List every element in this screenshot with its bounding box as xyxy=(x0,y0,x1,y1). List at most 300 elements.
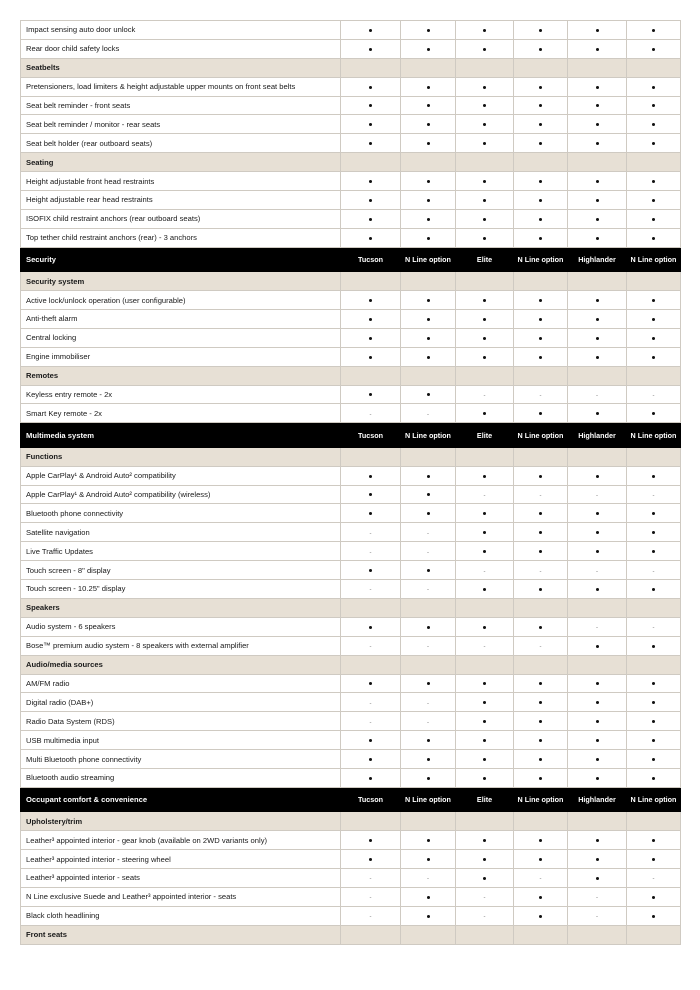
standard-dot-icon xyxy=(483,412,486,415)
empty-cell xyxy=(401,58,456,77)
section-header-row xyxy=(21,787,681,812)
standard-cell xyxy=(456,191,514,210)
standard-cell xyxy=(627,291,681,310)
standard-dot-icon xyxy=(427,318,430,321)
not-available-cell xyxy=(456,636,514,655)
standard-cell xyxy=(456,504,514,523)
standard-cell xyxy=(401,750,456,769)
not-available-cell xyxy=(568,906,627,925)
variant-header: Highlander xyxy=(568,787,627,812)
empty-cell xyxy=(456,447,514,466)
standard-dot-icon xyxy=(483,739,486,742)
standard-dot-icon xyxy=(596,299,599,302)
empty-cell xyxy=(456,925,514,944)
variant-header: Tucson xyxy=(341,247,401,272)
standard-dot-icon xyxy=(427,104,430,107)
standard-cell xyxy=(627,347,681,366)
standard-cell xyxy=(627,504,681,523)
standard-dot-icon xyxy=(369,682,372,685)
standard-dot-icon xyxy=(369,123,372,126)
section-title: Occupant comfort & convenience xyxy=(21,787,341,812)
feature-label: Apple CarPlay¹ & Android Auto² compatibility xyxy=(21,466,341,485)
standard-dot-icon xyxy=(539,720,542,723)
not-available-dash: - xyxy=(369,895,372,902)
standard-cell xyxy=(568,674,627,693)
empty-cell xyxy=(568,812,627,831)
feature-label: AM/FM radio xyxy=(21,674,341,693)
standard-cell xyxy=(401,115,456,134)
standard-dot-icon xyxy=(652,550,655,553)
empty-cell xyxy=(514,153,568,172)
not-available-dash: - xyxy=(483,392,486,399)
not-available-dash: - xyxy=(652,876,655,883)
standard-dot-icon xyxy=(539,758,542,761)
not-available-dash: - xyxy=(427,549,429,556)
standard-dot-icon xyxy=(427,493,430,496)
feature-label: Radio Data System (RDS) xyxy=(21,712,341,731)
feature-label: Seat belt reminder / monitor - rear seats xyxy=(21,115,341,134)
standard-dot-icon xyxy=(369,626,372,629)
section-title: Multimedia system xyxy=(21,423,341,448)
standard-dot-icon xyxy=(539,237,542,240)
standard-cell xyxy=(456,228,514,247)
standard-cell xyxy=(456,309,514,328)
standard-dot-icon xyxy=(483,356,486,359)
not-available-dash: - xyxy=(596,895,598,902)
standard-cell xyxy=(514,172,568,191)
standard-dot-icon xyxy=(539,701,542,704)
variant-header: N Line option xyxy=(401,423,456,448)
standard-cell xyxy=(456,693,514,712)
standard-dot-icon xyxy=(539,896,542,899)
feature-label: N Line exclusive Suede and Leather³ appointed interior - seats xyxy=(21,887,341,906)
feature-label: Satellite navigation xyxy=(21,523,341,542)
subsection-title: Seatbelts xyxy=(21,58,341,77)
standard-cell xyxy=(456,134,514,153)
subsection-title: Security system xyxy=(21,272,341,291)
standard-cell xyxy=(568,77,627,96)
not-available-dash: - xyxy=(539,392,542,399)
not-available-cell xyxy=(401,404,456,423)
standard-dot-icon xyxy=(539,588,542,591)
standard-cell xyxy=(514,693,568,712)
standard-dot-icon xyxy=(652,588,655,591)
standard-dot-icon xyxy=(539,412,542,415)
standard-cell xyxy=(341,291,401,310)
standard-dot-icon xyxy=(427,48,430,51)
standard-cell xyxy=(401,309,456,328)
standard-cell xyxy=(568,115,627,134)
empty-cell xyxy=(568,153,627,172)
standard-dot-icon xyxy=(596,858,599,861)
standard-cell xyxy=(568,134,627,153)
standard-dot-icon xyxy=(652,915,655,918)
not-available-dash: - xyxy=(369,530,372,537)
standard-cell xyxy=(627,21,681,40)
standard-cell xyxy=(514,347,568,366)
feature-label: Seat belt holder (rear outboard seats) xyxy=(21,134,341,153)
variant-header: N Line option xyxy=(514,247,568,272)
standard-cell xyxy=(568,39,627,58)
standard-dot-icon xyxy=(539,512,542,515)
not-available-cell xyxy=(341,542,401,561)
empty-cell xyxy=(401,925,456,944)
standard-cell xyxy=(514,712,568,731)
not-available-dash: - xyxy=(596,914,598,921)
feature-row xyxy=(21,96,681,115)
standard-cell xyxy=(341,77,401,96)
standard-cell xyxy=(341,504,401,523)
standard-cell xyxy=(401,887,456,906)
standard-cell xyxy=(568,523,627,542)
empty-cell xyxy=(627,812,681,831)
standard-cell xyxy=(456,115,514,134)
standard-cell xyxy=(456,328,514,347)
not-available-dash: - xyxy=(427,587,429,594)
standard-cell xyxy=(456,831,514,850)
standard-cell xyxy=(456,347,514,366)
standard-dot-icon xyxy=(596,123,599,126)
standard-cell xyxy=(401,906,456,925)
standard-dot-icon xyxy=(652,104,655,107)
not-available-cell xyxy=(514,485,568,504)
not-available-cell xyxy=(456,906,514,925)
empty-cell xyxy=(568,58,627,77)
standard-cell xyxy=(514,906,568,925)
standard-cell xyxy=(401,347,456,366)
standard-cell xyxy=(401,191,456,210)
not-available-dash: - xyxy=(369,876,372,883)
not-available-cell xyxy=(456,385,514,404)
not-available-cell xyxy=(401,523,456,542)
feature-label: Leather³ appointed interior - steering wheel xyxy=(21,850,341,869)
standard-dot-icon xyxy=(427,237,430,240)
standard-cell xyxy=(627,831,681,850)
feature-row xyxy=(21,309,681,328)
empty-cell xyxy=(401,447,456,466)
empty-cell xyxy=(401,598,456,617)
not-available-cell xyxy=(341,693,401,712)
empty-cell xyxy=(627,366,681,385)
not-available-cell xyxy=(627,385,681,404)
standard-dot-icon xyxy=(369,739,372,742)
standard-dot-icon xyxy=(596,720,599,723)
standard-cell xyxy=(514,404,568,423)
standard-cell xyxy=(456,77,514,96)
standard-dot-icon xyxy=(596,777,599,780)
standard-dot-icon xyxy=(427,393,430,396)
standard-dot-icon xyxy=(483,839,486,842)
not-available-dash: - xyxy=(427,411,429,418)
standard-cell xyxy=(568,96,627,115)
standard-dot-icon xyxy=(483,199,486,202)
standard-dot-icon xyxy=(652,318,655,321)
empty-cell xyxy=(568,366,627,385)
standard-cell xyxy=(514,39,568,58)
feature-row xyxy=(21,228,681,247)
standard-dot-icon xyxy=(369,356,372,359)
not-available-cell xyxy=(627,561,681,580)
standard-dot-icon xyxy=(596,839,599,842)
standard-cell xyxy=(514,328,568,347)
standard-dot-icon xyxy=(596,682,599,685)
standard-cell xyxy=(341,831,401,850)
standard-cell xyxy=(627,466,681,485)
empty-cell xyxy=(401,153,456,172)
feature-row xyxy=(21,485,681,504)
standard-dot-icon xyxy=(596,142,599,145)
standard-cell xyxy=(514,731,568,750)
not-available-dash: - xyxy=(483,644,486,651)
standard-cell xyxy=(456,580,514,599)
spec-table xyxy=(20,20,681,945)
standard-dot-icon xyxy=(369,318,372,321)
not-available-cell xyxy=(401,636,456,655)
standard-dot-icon xyxy=(427,858,430,861)
standard-dot-icon xyxy=(539,915,542,918)
subsection-title: Remotes xyxy=(21,366,341,385)
feature-row xyxy=(21,39,681,58)
standard-cell xyxy=(401,134,456,153)
subsection-row xyxy=(21,812,681,831)
standard-cell xyxy=(401,291,456,310)
standard-dot-icon xyxy=(596,531,599,534)
empty-cell xyxy=(341,812,401,831)
standard-dot-icon xyxy=(652,123,655,126)
empty-cell xyxy=(341,598,401,617)
feature-row xyxy=(21,291,681,310)
variant-header: N Line option xyxy=(514,787,568,812)
standard-dot-icon xyxy=(596,758,599,761)
feature-row xyxy=(21,209,681,228)
standard-dot-icon xyxy=(427,337,430,340)
feature-label: Leather³ appointed interior - gear knob (available on 2WD variants only) xyxy=(21,831,341,850)
standard-dot-icon xyxy=(483,475,486,478)
standard-cell xyxy=(514,77,568,96)
standard-cell xyxy=(401,228,456,247)
variant-header: Tucson xyxy=(341,787,401,812)
standard-cell xyxy=(456,39,514,58)
standard-dot-icon xyxy=(483,180,486,183)
standard-cell xyxy=(401,328,456,347)
standard-cell xyxy=(627,134,681,153)
standard-cell xyxy=(341,561,401,580)
subsection-row xyxy=(21,655,681,674)
standard-cell xyxy=(456,674,514,693)
feature-row xyxy=(21,561,681,580)
feature-label: Top tether child restraint anchors (rear) - 3 anchors xyxy=(21,228,341,247)
standard-dot-icon xyxy=(369,512,372,515)
standard-cell xyxy=(401,466,456,485)
standard-cell xyxy=(514,768,568,787)
standard-cell xyxy=(627,172,681,191)
standard-cell xyxy=(627,636,681,655)
feature-row xyxy=(21,674,681,693)
standard-dot-icon xyxy=(369,29,372,32)
not-available-cell xyxy=(514,869,568,888)
standard-cell xyxy=(514,209,568,228)
standard-cell xyxy=(401,96,456,115)
standard-dot-icon xyxy=(539,337,542,340)
standard-dot-icon xyxy=(369,299,372,302)
standard-dot-icon xyxy=(596,180,599,183)
standard-cell xyxy=(627,328,681,347)
subsection-title: Audio/media sources xyxy=(21,655,341,674)
standard-cell xyxy=(401,209,456,228)
standard-dot-icon xyxy=(369,86,372,89)
feature-row xyxy=(21,504,681,523)
standard-dot-icon xyxy=(596,86,599,89)
standard-dot-icon xyxy=(483,720,486,723)
standard-dot-icon xyxy=(539,86,542,89)
standard-dot-icon xyxy=(369,569,372,572)
standard-dot-icon xyxy=(369,199,372,202)
standard-dot-icon xyxy=(427,356,430,359)
not-available-cell xyxy=(456,561,514,580)
standard-dot-icon xyxy=(483,701,486,704)
feature-label: Height adjustable rear head restraints xyxy=(21,191,341,210)
standard-cell xyxy=(401,674,456,693)
standard-dot-icon xyxy=(483,48,486,51)
standard-dot-icon xyxy=(539,682,542,685)
standard-dot-icon xyxy=(652,475,655,478)
standard-dot-icon xyxy=(539,218,542,221)
standard-cell xyxy=(401,617,456,636)
empty-cell xyxy=(568,925,627,944)
standard-cell xyxy=(401,831,456,850)
standard-dot-icon xyxy=(652,645,655,648)
standard-cell xyxy=(568,504,627,523)
not-available-dash: - xyxy=(427,719,429,726)
empty-cell xyxy=(456,272,514,291)
feature-label: Pretensioners, load limiters & height adjustable upper mounts on front seat belts xyxy=(21,77,341,96)
standard-dot-icon xyxy=(652,180,655,183)
standard-cell xyxy=(568,291,627,310)
standard-cell xyxy=(456,869,514,888)
standard-cell xyxy=(514,887,568,906)
standard-cell xyxy=(456,542,514,561)
standard-cell xyxy=(456,21,514,40)
standard-dot-icon xyxy=(652,896,655,899)
standard-cell xyxy=(341,209,401,228)
feature-label: Digital radio (DAB+) xyxy=(21,693,341,712)
standard-cell xyxy=(456,96,514,115)
standard-cell xyxy=(514,309,568,328)
standard-dot-icon xyxy=(652,682,655,685)
standard-dot-icon xyxy=(596,218,599,221)
standard-dot-icon xyxy=(652,218,655,221)
standard-cell xyxy=(568,466,627,485)
feature-row xyxy=(21,617,681,636)
standard-cell xyxy=(568,21,627,40)
feature-row xyxy=(21,580,681,599)
standard-cell xyxy=(627,404,681,423)
standard-dot-icon xyxy=(369,104,372,107)
standard-dot-icon xyxy=(369,48,372,51)
standard-cell xyxy=(341,485,401,504)
feature-row xyxy=(21,750,681,769)
empty-cell xyxy=(401,272,456,291)
feature-label: Seat belt reminder - front seats xyxy=(21,96,341,115)
standard-dot-icon xyxy=(539,626,542,629)
empty-cell xyxy=(456,598,514,617)
standard-cell xyxy=(568,542,627,561)
standard-dot-icon xyxy=(483,237,486,240)
not-available-cell xyxy=(514,385,568,404)
feature-row xyxy=(21,906,681,925)
standard-cell xyxy=(627,77,681,96)
not-available-dash: - xyxy=(427,644,429,651)
standard-cell xyxy=(627,850,681,869)
feature-row xyxy=(21,115,681,134)
standard-dot-icon xyxy=(539,839,542,842)
standard-cell xyxy=(456,172,514,191)
standard-dot-icon xyxy=(652,777,655,780)
standard-cell xyxy=(341,39,401,58)
standard-dot-icon xyxy=(652,858,655,861)
not-available-cell xyxy=(341,636,401,655)
standard-cell xyxy=(568,831,627,850)
standard-cell xyxy=(514,580,568,599)
not-available-dash: - xyxy=(369,549,372,556)
feature-label: Smart Key remote - 2x xyxy=(21,404,341,423)
standard-cell xyxy=(341,466,401,485)
standard-dot-icon xyxy=(539,550,542,553)
standard-dot-icon xyxy=(483,86,486,89)
standard-cell xyxy=(627,39,681,58)
not-available-dash: - xyxy=(369,587,372,594)
standard-cell xyxy=(514,21,568,40)
standard-dot-icon xyxy=(483,337,486,340)
standard-dot-icon xyxy=(369,337,372,340)
standard-dot-icon xyxy=(652,48,655,51)
standard-dot-icon xyxy=(483,123,486,126)
standard-dot-icon xyxy=(427,142,430,145)
feature-row xyxy=(21,850,681,869)
feature-row xyxy=(21,523,681,542)
not-available-dash: - xyxy=(369,719,372,726)
feature-row xyxy=(21,385,681,404)
standard-dot-icon xyxy=(483,626,486,629)
standard-cell xyxy=(401,731,456,750)
standard-cell xyxy=(627,96,681,115)
standard-dot-icon xyxy=(369,758,372,761)
standard-dot-icon xyxy=(596,645,599,648)
standard-dot-icon xyxy=(539,48,542,51)
feature-label: Impact sensing auto door unlock xyxy=(21,21,341,40)
standard-cell xyxy=(401,172,456,191)
not-available-cell xyxy=(341,404,401,423)
standard-dot-icon xyxy=(652,839,655,842)
standard-cell xyxy=(627,768,681,787)
not-available-cell xyxy=(627,869,681,888)
standard-cell xyxy=(627,731,681,750)
not-available-dash: - xyxy=(652,625,655,632)
standard-cell xyxy=(627,906,681,925)
feature-label: Touch screen - 8" display xyxy=(21,561,341,580)
not-available-cell xyxy=(514,561,568,580)
standard-cell xyxy=(627,542,681,561)
feature-label: Bose™ premium audio system - 8 speakers with external amplifier xyxy=(21,636,341,655)
standard-cell xyxy=(514,617,568,636)
feature-row xyxy=(21,731,681,750)
empty-cell xyxy=(514,447,568,466)
standard-dot-icon xyxy=(369,858,372,861)
not-available-cell xyxy=(456,887,514,906)
standard-cell xyxy=(568,636,627,655)
standard-cell xyxy=(568,228,627,247)
not-available-dash: - xyxy=(539,644,542,651)
